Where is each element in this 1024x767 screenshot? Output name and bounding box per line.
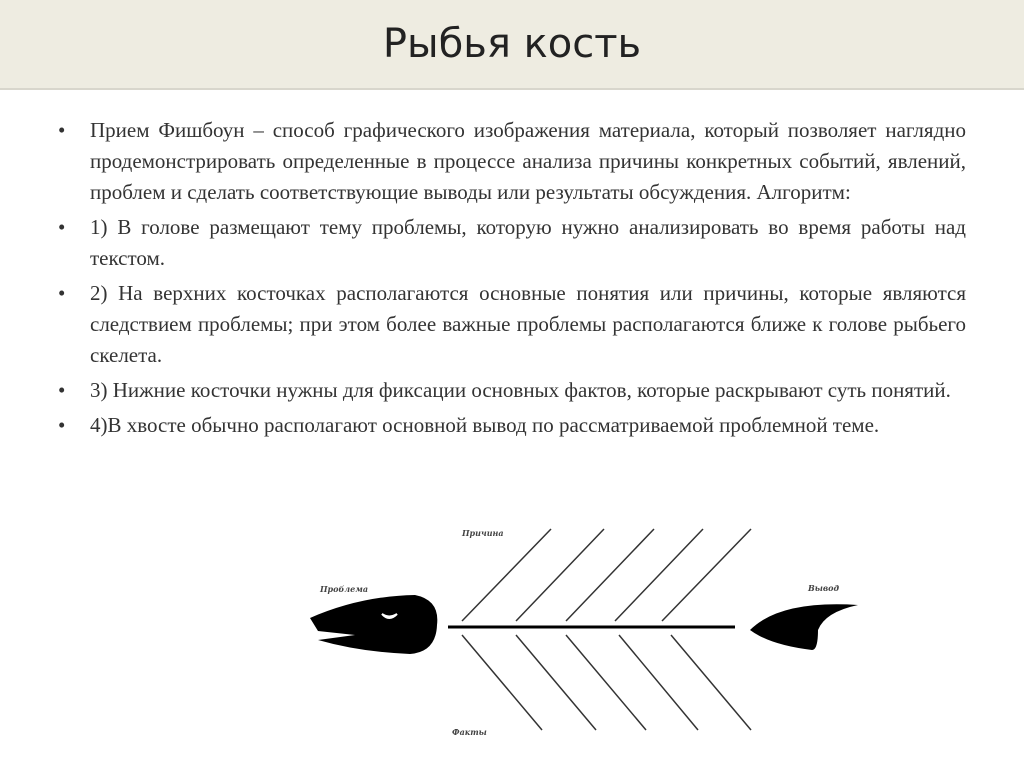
fish-tail [750, 604, 858, 650]
bullet-item: • Прием Фишбоун – способ графического изображения материала, который позволяет наглядно продемонстрировать определенные в процессе анализа причины конкретных событий, явлений, проблем и сделать соответствующие выводы или результаты обсуждения. Алгоритм: [58, 118, 966, 204]
slide-title: Рыбья кость [382, 21, 642, 67]
bullet-item: • 2) На верхних косточках располагаются основные понятия или причины, которые являются следствием проблемы; при этом более важные проблемы располагаются ближе к голове рыбьего скелета. [58, 281, 966, 367]
head-label: Проблема [320, 584, 368, 594]
top-label: Причина [462, 528, 504, 538]
fish-bones [462, 529, 751, 730]
bullet-item: • 3) Нижние косточки нужны для фиксации основных фактов, которые раскрывают суть понятий. [58, 378, 951, 402]
bottom-label: Факты [452, 727, 487, 737]
tail-label: Вывод [808, 583, 840, 593]
bullet-item: • 4)В хвосте обычно располагают основной вывод по рассматриваемой проблемной теме. [58, 413, 880, 437]
fish-head [310, 595, 437, 654]
bullet-item: • 1) В голове размещают тему проблемы, которую нужно анализировать во время работы над текстом. [58, 215, 966, 270]
